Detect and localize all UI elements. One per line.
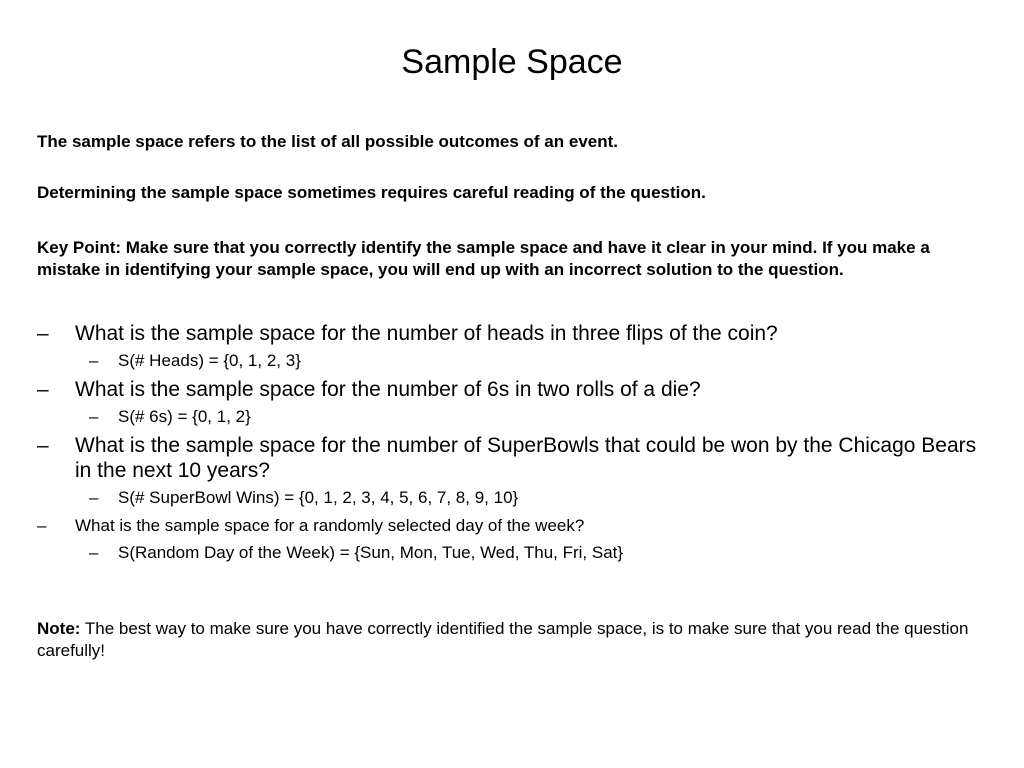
question-text: What is the sample space for the number of 6s in two rolls of a die? — [75, 378, 701, 401]
question-text: What is the sample space for the number of SuperBowls that could be won by the Chicago Bears in the next 10 years? — [75, 434, 977, 482]
bullet-dash: – — [89, 543, 99, 562]
question-item — [37, 321, 997, 346]
note-label: Note: — [37, 619, 81, 638]
answer-item — [37, 405, 997, 429]
definition-paragraph: The sample space refers to the list of all possible outcomes of an event. — [37, 132, 618, 151]
answer-text: S(# SuperBowl Wins) = {0, 1, 2, 3, 4, 5, 6, 7, 8, 9, 10} — [118, 488, 519, 507]
bullet-dash: – — [37, 516, 47, 535]
question-text: What is the sample space for a randomly selected day of the week? — [75, 516, 585, 535]
bullet-dash: – — [37, 434, 49, 457]
key-point-paragraph: Key Point: Make sure that you correctly identify the sample space and have it clear in your mind. If you make a mistake in identifying your sample space, you will end up with an incorrect solution to the question. — [37, 238, 930, 279]
answer-item — [37, 486, 997, 510]
answer-item — [37, 541, 997, 565]
slide-title: Sample Space — [401, 43, 623, 81]
answer-text: S(# Heads) = {0, 1, 2, 3} — [118, 351, 301, 370]
answer-text: S(# 6s) = {0, 1, 2} — [118, 407, 251, 426]
answer-text: S(Random Day of the Week) = {Sun, Mon, Tue, Wed, Thu, Fri, Sat} — [118, 543, 624, 562]
note-paragraph — [37, 618, 997, 662]
bullet-dash: – — [37, 322, 49, 345]
question-text: What is the sample space for the number of heads in three flips of the coin? — [75, 322, 778, 345]
note-text: The best way to make sure you have correctly identified the sample space, is to make sure that you read the question carefully! — [37, 619, 969, 660]
bullet-dash: – — [89, 351, 99, 370]
question-list — [37, 321, 997, 569]
question-item — [37, 377, 997, 402]
question-item — [37, 433, 997, 483]
answer-item — [37, 349, 997, 373]
reading-paragraph: Determining the sample space sometimes requires careful reading of the question. — [37, 183, 706, 202]
bullet-dash: – — [37, 378, 49, 401]
question-item — [37, 514, 997, 538]
bullet-dash: – — [89, 488, 99, 507]
bullet-dash: – — [89, 407, 99, 426]
